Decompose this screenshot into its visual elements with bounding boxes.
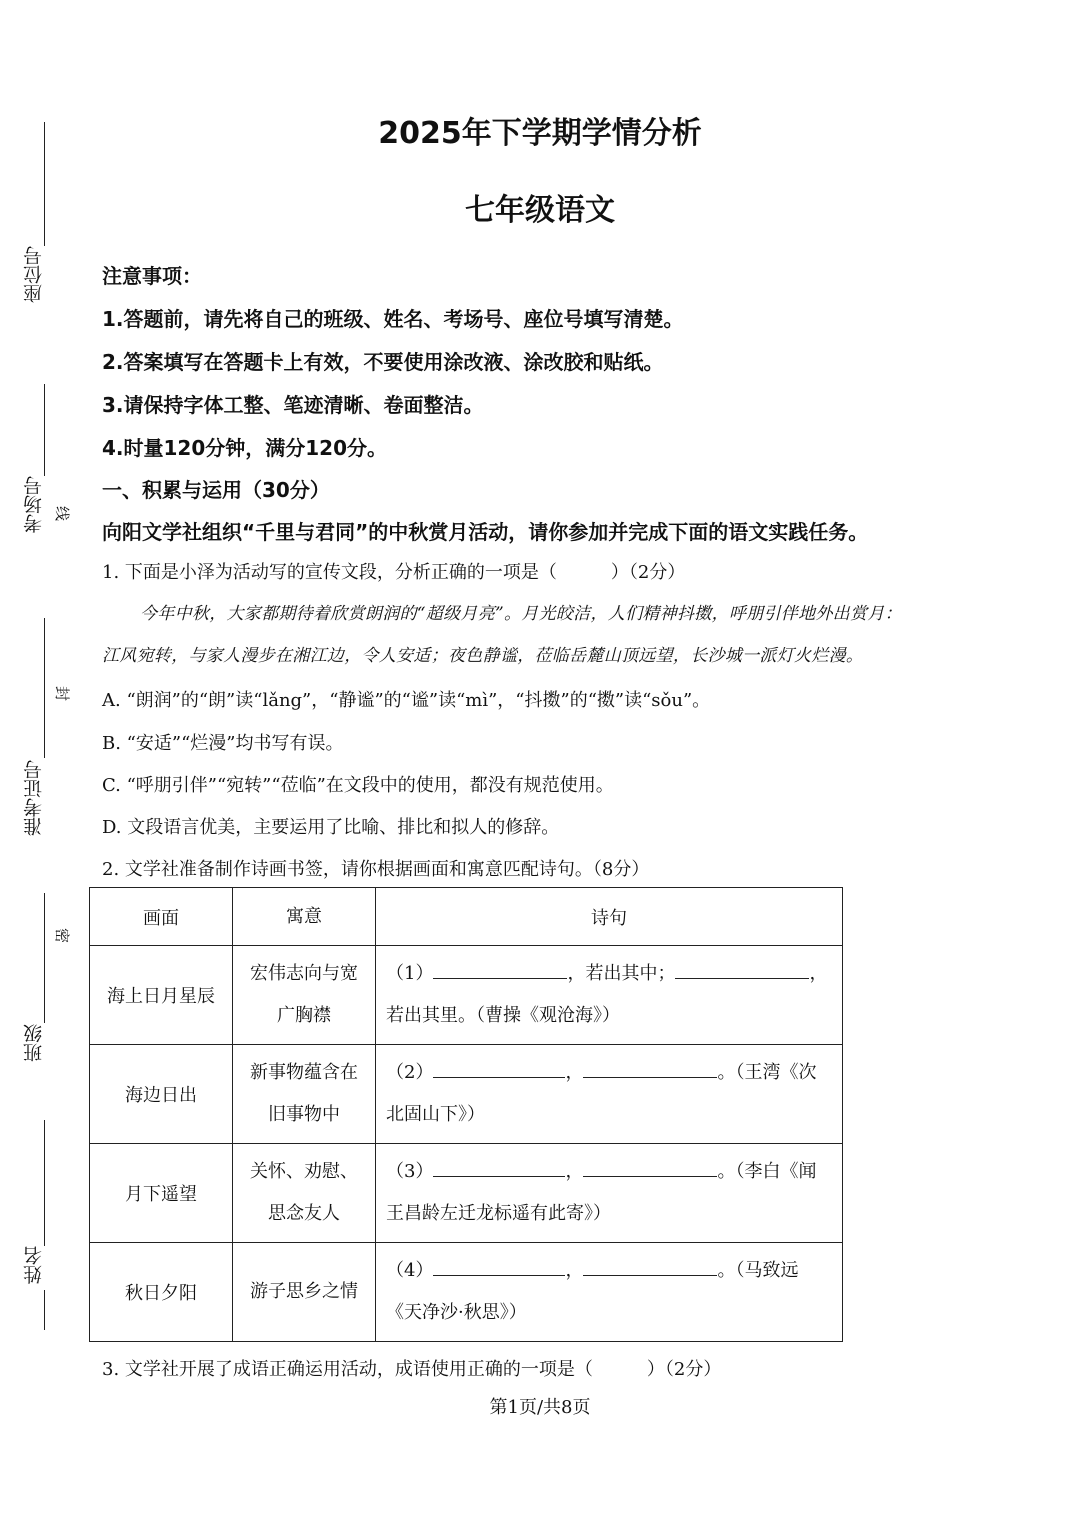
row-scene: 海上日月星辰 (90, 946, 233, 1045)
note-item-3: 3.请保持字体工整、笔迹清晰、卷面整洁。 (102, 393, 484, 417)
q1-option-c: C. “呼朋引伴”“宛转”“莅临”在文段中的使用，都没有规范使用。 (102, 775, 614, 796)
poem-table (89, 887, 843, 1342)
table-row (90, 1045, 843, 1144)
answer-blank[interactable] (433, 1255, 565, 1276)
q1-passage-line-1: 今年中秋，大家都期待着欣赏朗润的“超级月亮”。月光皎洁，人们精神抖擞，呼朋引伴地外出赏月： (140, 604, 902, 624)
table-row (90, 946, 843, 1045)
exam-subtitle: 七年级语文 (465, 193, 615, 228)
name-label: 姓名 (23, 1246, 45, 1284)
answer-blank[interactable] (583, 1255, 717, 1276)
note-item-4: 4.时量120分钟，满分120分。 (102, 436, 388, 460)
note-item-2: 2.答案填写在答题卡上有效，不要使用涂改液、涂改胶和贴纸。 (102, 350, 664, 374)
q1-passage-line-2: 江风宛转，与家人漫步在湘江边，令人安适；夜色静谧，莅临岳麓山顶远望，长沙城一派灯火烂漫。 (102, 646, 864, 666)
exam-title: 2025年下学期学情分析 (378, 116, 702, 151)
table-header-verse: 诗句 (376, 888, 843, 946)
section-intro: 向阳文学社组织“千里与君同”的中秋赏月活动，请你参加并完成下面的语文实践任务。 (102, 520, 869, 544)
class-label: 班级 (23, 1024, 45, 1062)
margin-mark-xian: 线 (55, 504, 70, 522)
row-verse: （4） ， 。（马致远 《天净沙·秋思》） (376, 1243, 843, 1342)
row-scene: 秋日夕阳 (90, 1243, 233, 1342)
admission-label: 准考证号 (23, 760, 45, 836)
table-header-row (90, 888, 843, 946)
row-scene: 月下遥望 (90, 1144, 233, 1243)
table-row (90, 1144, 843, 1243)
row-meaning: 新事物蕴含在 旧事物中 (233, 1045, 376, 1144)
row-meaning: 游子思乡之情 (233, 1243, 376, 1342)
answer-blank[interactable] (433, 1156, 565, 1177)
q1-option-d: D. 文段语言优美，主要运用了比喻、排比和拟人的修辞。 (102, 817, 560, 838)
answer-blank[interactable] (583, 1156, 717, 1177)
row-meaning: 宏伟志向与宽 广胸襟 (233, 946, 376, 1045)
page-number: 第1页/共8页 (489, 1397, 591, 1418)
note-item-1: 1.答题前，请先将自己的班级、姓名、考场号、座位号填写清楚。 (102, 307, 684, 331)
q2-stem: 2. 文学社准备制作诗画书签，请你根据画面和寓意匹配诗句。（8分） (102, 859, 650, 880)
margin-line-4 (44, 893, 45, 1023)
answer-blank[interactable] (583, 1057, 717, 1078)
margin-line-3 (44, 618, 45, 758)
margin-line-6 (44, 1290, 45, 1330)
margin-line-2 (44, 384, 45, 476)
room-label: 考场号 (23, 476, 45, 533)
margin-mark-mi: 密 (55, 926, 70, 944)
q1-option-a: A. “朗润”的“朗”读“lǎng”，“静谧”的“谧”读“mì”，“抖擞”的“擞”读“sǒu”。 (102, 690, 711, 711)
seat-label: 座位号 (23, 246, 45, 303)
row-verse: （2） ， 。（王湾《次 北固山下》） (376, 1045, 843, 1144)
margin-line-5 (44, 1120, 45, 1246)
table-header-scene: 画面 (90, 888, 233, 946)
answer-blank[interactable] (433, 958, 567, 979)
q1-option-b: B. “安适”“烂漫”均书写有误。 (102, 733, 344, 754)
row-verse: （1） ，若出其中； ， 若出其里。（曹操《观沧海》） (376, 946, 843, 1045)
table-header-meaning: 寓意 (233, 888, 376, 946)
q3-stem: 3. 文学社开展了成语正确运用活动，成语使用正确的一项是（ ）（2分） (102, 1359, 722, 1380)
row-scene: 海边日出 (90, 1045, 233, 1144)
row-verse: （3） ， 。（李白《闻 王昌龄左迁龙标遥有此寄》） (376, 1144, 843, 1243)
row-meaning: 关怀、劝慰、 思念友人 (233, 1144, 376, 1243)
answer-blank[interactable] (433, 1057, 565, 1078)
answer-blank[interactable] (675, 958, 809, 979)
section-heading: 一、积累与运用（30分） (102, 478, 330, 502)
table-row (90, 1243, 843, 1342)
notes-heading: 注意事项： (102, 264, 202, 288)
q1-stem: 1. 下面是小泽为活动写的宣传文段，分析正确的一项是（ ）（2分） (102, 562, 686, 583)
margin-mark-feng: 封 (55, 684, 70, 702)
